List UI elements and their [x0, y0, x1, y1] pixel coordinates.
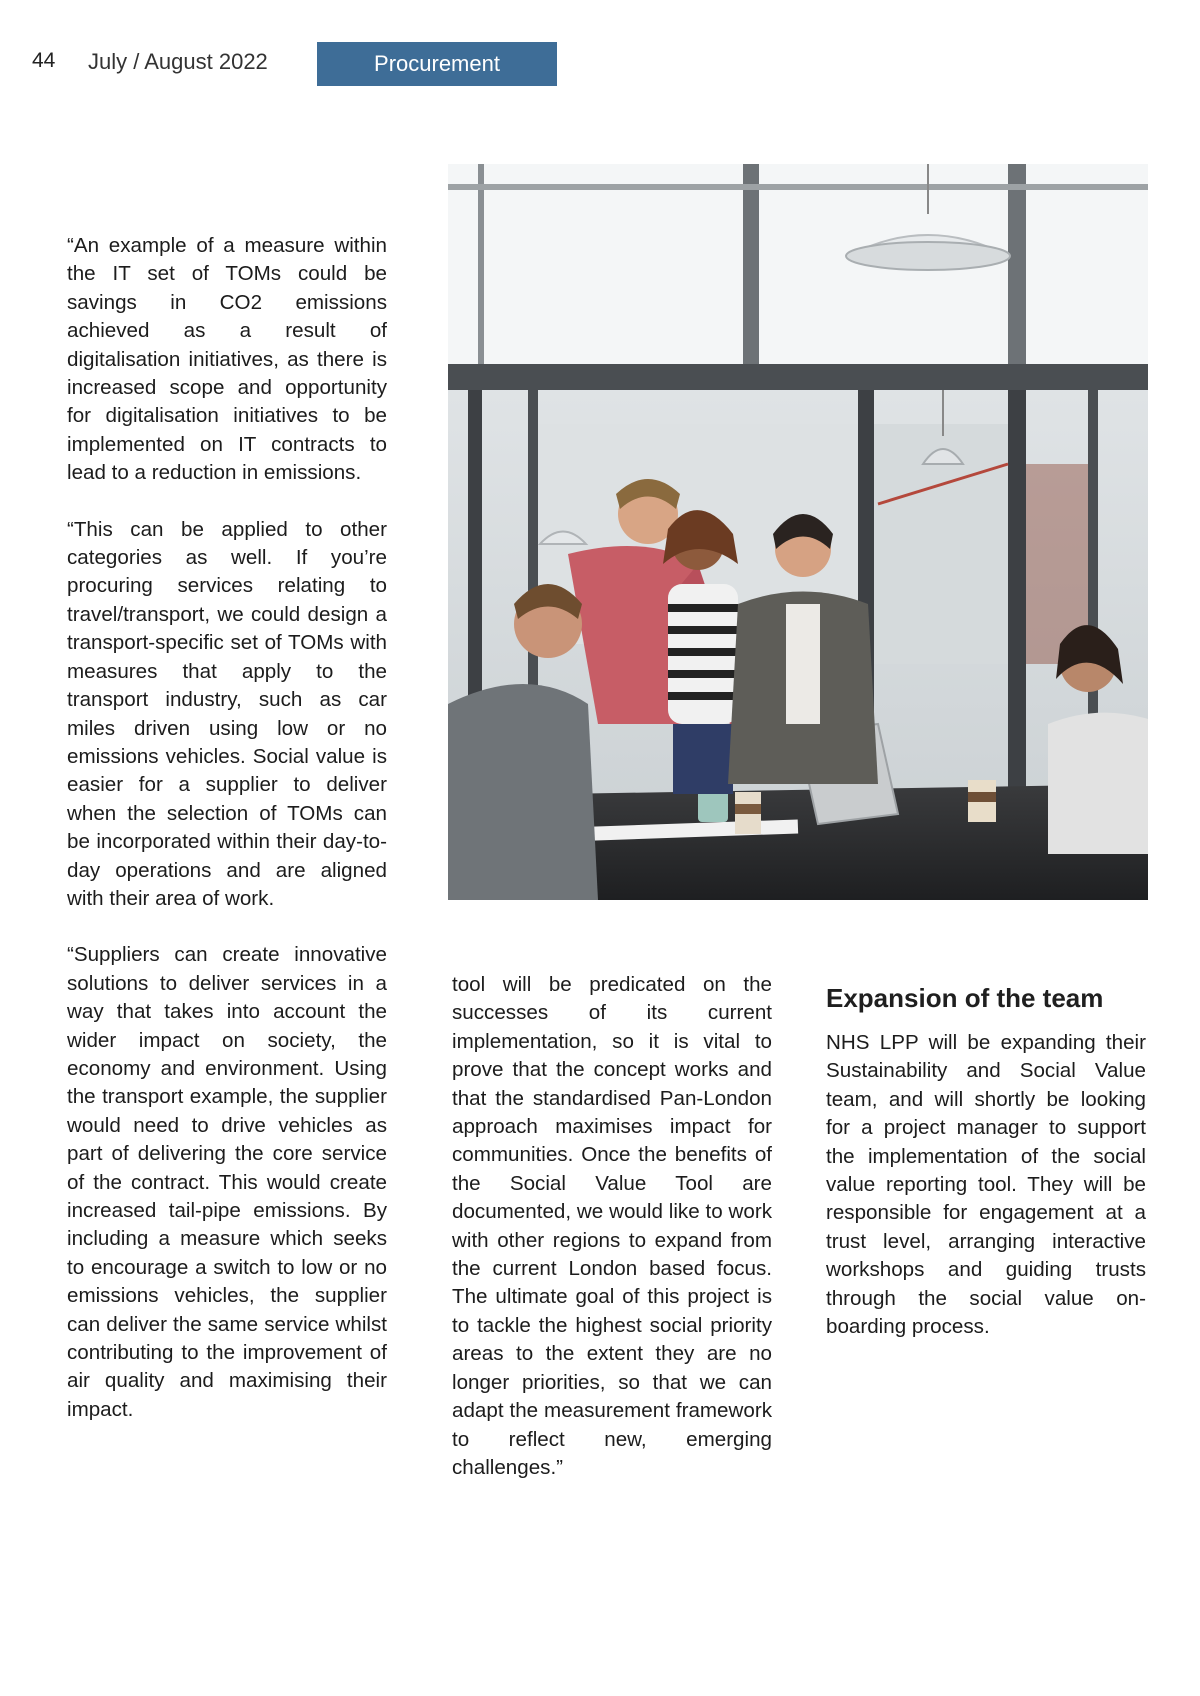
paragraph: “This can be applied to other categories as well. If you’re procuring services relating to travel/transport, we could design a transport-specific set of TOMs with measures that apply to the transport industry, such as car miles driven using low or no emissions vehicles. Social value is easier for a supplier to deliver when the selection of TOMs can be incorporated within their day-to-day operations and are aligned with their area of work. [67, 517, 387, 910]
page-number: 44 [32, 49, 56, 72]
article-column-3 [826, 1029, 1146, 1369]
paragraph: “An example of a measure within the IT set of TOMs could be savings in CO2 emissions achieved as a result of digitalisation initiatives, as there is increased scope and opportunity for digitalisation initiatives to be implemented on IT contracts to lead to a reduction in emissions. [67, 234, 387, 485]
page-header [30, 40, 590, 86]
office-meeting-photo [448, 164, 1148, 900]
issue-date: July / August 2022 [88, 49, 268, 74]
section-tab [317, 42, 557, 86]
article-column-2 [452, 971, 772, 1510]
paragraph: tool will be predicated on the successes of its current implementation, so it is vital to prove that the concept works and that the standardised Pan-London approach maximises impact for communities. Once the benefits of the Social Value Tool are documented, we would like to work with other regions to expand from the current London based focus. The ultimate goal of this project is to tackle the highest social priority areas to the extent they are no longer priorities, so that we can adapt the measurement framework to reflect new, emerging challenges.” [452, 973, 772, 1479]
section-heading: Expansion of the team [826, 982, 1104, 1013]
article-column-1 [67, 232, 387, 1452]
section-label: Procurement [374, 51, 500, 76]
paragraph: “Suppliers can create innovative solutions to deliver services in a way that takes into account the wider impact on society, the economy and environment. Using the transport example, the supplier would need to drive vehicles as part of delivering the core service of the contract. This would create increased tail-pipe emissions. By including a measure which seeks to encourage a switch to low or no emissions vehicles, the supplier can deliver the same service whilst contributing to the improvement of air quality and maximising their impact. [67, 943, 387, 1421]
paragraph: NHS LPP will be expanding their Sustainability and Social Value team, and will shortly be looking for a project manager to support the implementation of the social value reporting tool. They will be responsible for engagement at a trust level, arranging interactive workshops and guiding trusts through the social value on-boarding process. [826, 1031, 1146, 1339]
